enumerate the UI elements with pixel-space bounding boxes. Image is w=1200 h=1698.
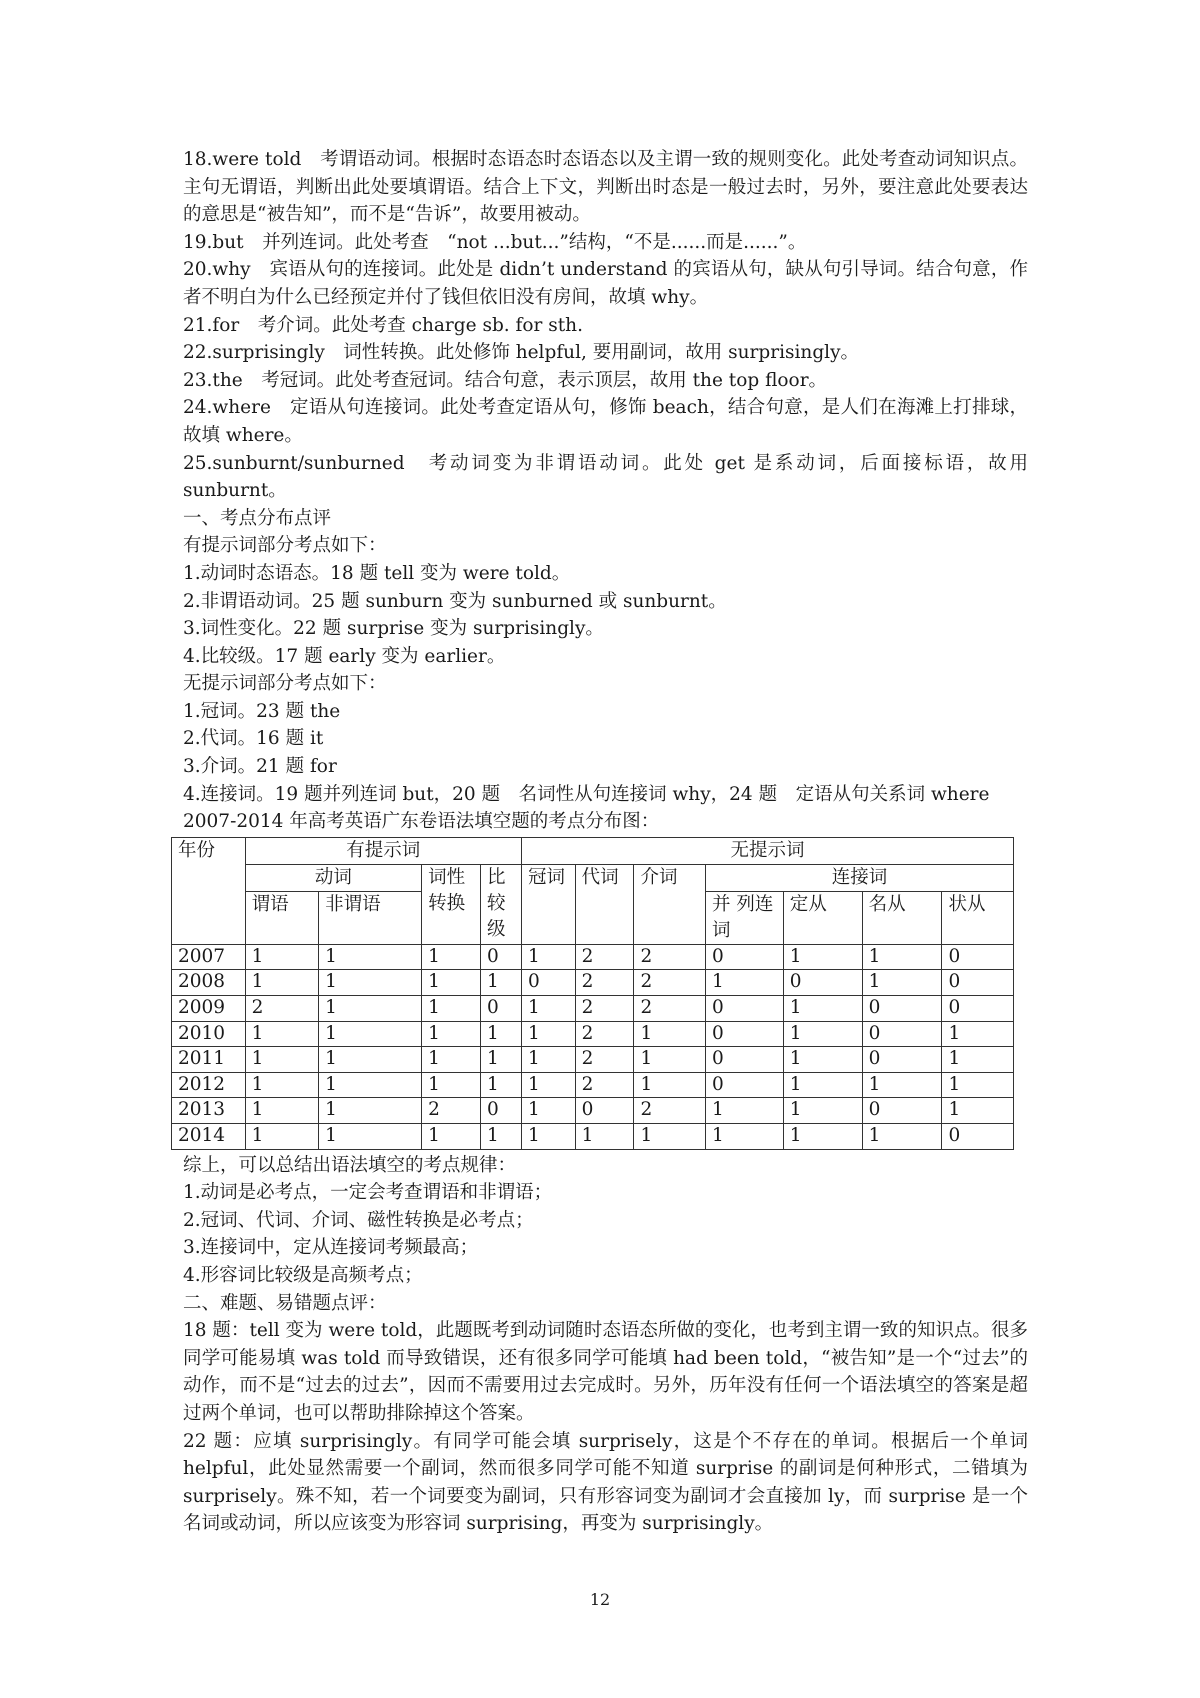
table-cell: 1	[245, 1072, 319, 1098]
table-cell: 0	[522, 970, 576, 996]
table-cell: 1	[522, 1021, 576, 1047]
table-row	[172, 996, 1014, 1022]
table-cell: 1	[481, 1021, 522, 1047]
table-cell: 2	[634, 944, 705, 970]
table-caption: 2007-2014 年高考英语广东卷语法填空题的考点分布图：	[183, 811, 660, 833]
nohint-item: 4.连接词。19 题并列连词 but，20 题 名词性从句连接词 why，24 题 定语从句关系词 where	[183, 783, 990, 805]
header-attributive-clause: 定从	[783, 891, 862, 944]
header-verb: 动词	[245, 864, 422, 891]
table-cell: 1	[862, 1072, 942, 1098]
table-cell: 1	[942, 1047, 1014, 1073]
table-cell: 1	[245, 1098, 319, 1124]
table-cell: 1	[422, 944, 481, 970]
nohint-heading: 无提示词部分考点如下：	[183, 673, 387, 695]
table-cell: 1	[522, 1072, 576, 1098]
table-cell: 1	[481, 1124, 522, 1150]
document-body	[178, 146, 1028, 1538]
header-preposition: 介词	[634, 864, 705, 944]
table-cell: 1	[522, 1047, 576, 1073]
table-cell: 1	[522, 996, 576, 1022]
table-cell-year: 2008	[172, 970, 246, 996]
answer-23: 23.the 考冠词。此处考查冠词。结合句意，表示顶层，故用 the top floor。	[183, 369, 828, 391]
table-cell: 1	[522, 1124, 576, 1150]
header-comparative: 比较级	[481, 864, 522, 944]
table-row	[172, 970, 1014, 996]
table-cell: 1	[862, 944, 942, 970]
answer-24: 24.where 定语从句连接词。此处考查定语从句，修饰 beach，结合句意，是人们在海滩上打排球，故填 where。	[183, 397, 1028, 446]
table-cell: 1	[634, 1047, 705, 1073]
summary-item: 3.连接词中，定从连接词考频最高；	[183, 1237, 479, 1259]
table-cell: 1	[634, 1021, 705, 1047]
table-cell: 1	[319, 1021, 422, 1047]
answer-19: 19.but 并列连词。此处考查 “not ...but...”结构，“不是......而是......”。	[183, 231, 807, 253]
hint-item: 4.比较级。17 题 early 变为 earlier。	[183, 645, 506, 667]
summary-item: 1.动词是必考点，一定会考查谓语和非谓语；	[183, 1182, 553, 1204]
table-cell: 1	[319, 944, 422, 970]
table-cell: 2	[575, 1072, 634, 1098]
table-cell: 2	[575, 1021, 634, 1047]
table-cell: 2	[422, 1098, 481, 1124]
table-cell: 2	[575, 996, 634, 1022]
section2-heading: 二、难题、易错题点评：	[183, 1292, 387, 1314]
table-cell: 0	[705, 1072, 783, 1098]
table-cell: 2	[575, 970, 634, 996]
table-cell: 0	[481, 1098, 522, 1124]
table-cell-year: 2014	[172, 1124, 246, 1150]
table-cell: 2	[245, 996, 319, 1022]
table-cell: 1	[245, 1124, 319, 1150]
header-conjunction: 连接词	[705, 864, 1013, 891]
table-row	[172, 1021, 1014, 1047]
table-cell: 1	[319, 1072, 422, 1098]
analysis-18: 18 题：tell 变为 were told，此题既考到动词随时态语态所做的变化，也考到主谓一致的知识点。很多同学可能易填 was told 而导致错误，还有很多同学可能填 had been told，“被告知”是一个“过去”的动作，而不是“过去的过去”，因而不需要用过去完成时。另外，历年没有任何一个语法填空的答案是超过两个单词，也可以帮助排除掉这个答案。	[183, 1320, 1028, 1424]
table-cell: 1	[319, 970, 422, 996]
table-cell: 0	[862, 1047, 942, 1073]
header-non-predicate: 非谓语	[319, 891, 422, 944]
table-cell: 1	[422, 996, 481, 1022]
table-cell: 1	[783, 944, 862, 970]
table-cell-year: 2012	[172, 1072, 246, 1098]
summary-heading: 综上，可以总结出语法填空的考点规律：	[183, 1154, 517, 1176]
table-cell: 2	[575, 944, 634, 970]
table-cell: 0	[481, 996, 522, 1022]
table-cell: 1	[942, 1021, 1014, 1047]
table-cell: 1	[705, 970, 783, 996]
table-cell: 1	[481, 970, 522, 996]
table-row	[172, 1047, 1014, 1073]
table-cell: 1	[634, 1072, 705, 1098]
answer-22: 22.surprisingly 词性转换。此处修饰 helpful, 要用副词，故用 surprisingly。	[183, 342, 860, 364]
table-cell: 1	[319, 1047, 422, 1073]
table-cell: 0	[942, 996, 1014, 1022]
table-cell: 2	[634, 970, 705, 996]
nohint-item: 2.代词。16 题 it	[183, 728, 324, 750]
table-cell: 1	[783, 1124, 862, 1150]
nohint-item: 3.介词。21 题 for	[183, 756, 337, 778]
table-cell: 1	[481, 1047, 522, 1073]
table-cell: 0	[942, 1124, 1014, 1150]
page-number: 12	[589, 1590, 611, 1609]
table-cell: 1	[319, 1124, 422, 1150]
answer-20: 20.why 宾语从句的连接词。此处是 didn’t understand 的宾语从句，缺从句引导词。结合句意，作者不明白为什么已经预定并付了钱但依旧没有房间，故填 why。	[183, 259, 1028, 308]
header-year: 年份	[172, 837, 246, 944]
hint-item: 3.词性变化。22 题 surprise 变为 surprisingly。	[183, 618, 604, 640]
table-cell: 0	[862, 1098, 942, 1124]
table-cell: 0	[705, 1021, 783, 1047]
answer-21: 21.for 考介词。此处考查 charge sb. for sth.	[183, 314, 583, 336]
table-cell: 2	[634, 1098, 705, 1124]
table-cell: 1	[783, 996, 862, 1022]
table-cell: 0	[862, 996, 942, 1022]
table-cell: 2	[634, 996, 705, 1022]
table-cell: 1	[319, 1098, 422, 1124]
header-pos-change: 词性转换	[422, 864, 481, 944]
table-cell: 1	[319, 996, 422, 1022]
table-cell: 1	[942, 1072, 1014, 1098]
table-cell: 1	[705, 1098, 783, 1124]
table-cell: 1	[422, 1072, 481, 1098]
table-cell: 0	[942, 970, 1014, 996]
analysis-22: 22 题：应填 surprisingly。有同学可能会填 surprisely，这是个不存在的单词。根据后一个单词 helpful，此处显然需要一个副词，然而很多同学可能不知道 surprise 的副词是何种形式，二错填为 surprisely。殊不知，若一个词要变为副词，只有形容词变为副词才会直接加 ly，而 surprise 是一个名词或动词，所以应该变为形容词 surprising，再变为 surprisingly。	[183, 1430, 1028, 1535]
table-row	[172, 1072, 1014, 1098]
table-cell: 1	[783, 1047, 862, 1073]
table-cell: 1	[575, 1124, 634, 1150]
table-cell: 1	[481, 1072, 522, 1098]
table-row	[172, 944, 1014, 970]
exam-points-table	[171, 837, 1014, 1150]
table-cell: 1	[783, 1021, 862, 1047]
table-cell: 1	[783, 1072, 862, 1098]
table-cell-year: 2010	[172, 1021, 246, 1047]
table-cell: 0	[705, 996, 783, 1022]
table-cell: 1	[522, 944, 576, 970]
header-with-hint: 有提示词	[245, 837, 521, 864]
table-cell: 1	[422, 1021, 481, 1047]
table-cell: 1	[862, 970, 942, 996]
header-pronoun: 代词	[575, 864, 634, 944]
table-cell: 0	[481, 944, 522, 970]
hint-item: 1.动词时态语态。18 题 tell 变为 were told。	[183, 562, 571, 584]
table-row	[172, 1098, 1014, 1124]
table-cell-year: 2013	[172, 1098, 246, 1124]
header-predicate: 谓语	[245, 891, 319, 944]
answer-25: 25.sunburnt/sunburned 考动词变为非谓语动词。此处 get 是系动词，后面接标语，故用 sunburnt。	[183, 452, 1028, 502]
header-noun-clause: 名从	[862, 891, 942, 944]
hint-item: 2.非谓语动词。25 题 sunburn 变为 sunburned 或 sunburnt。	[183, 590, 727, 612]
answer-18: 18.were told 考谓语动词。根据时态语态时态语态以及主谓一致的规则变化。此处考查动词知识点。主句无谓语，判断出此处要填谓语。结合上下文，判断出时态是一般过去时，另外，要注意此处要表达的意思是“被告知”，而不是“告诉”，故要用被动。	[183, 149, 1028, 226]
summary-item: 4.形容词比较级是高频考点；	[183, 1264, 423, 1286]
table-cell-year: 2011	[172, 1047, 246, 1073]
table-cell: 1	[942, 1098, 1014, 1124]
table-cell: 1	[783, 1098, 862, 1124]
header-coordinating: 并 列连词	[705, 891, 783, 944]
table-cell: 0	[705, 1047, 783, 1073]
table-cell: 1	[422, 1047, 481, 1073]
header-article: 冠词	[522, 864, 576, 944]
table-cell: 0	[862, 1021, 942, 1047]
summary-item: 2.冠词、代词、介词、磁性转换是必考点；	[183, 1209, 534, 1231]
header-without-hint: 无提示词	[522, 837, 1014, 864]
table-cell: 1	[245, 970, 319, 996]
table-cell: 2	[575, 1047, 634, 1073]
header-adverbial-clause: 状从	[942, 891, 1014, 944]
table-cell: 0	[942, 944, 1014, 970]
hint-heading: 有提示词部分考点如下：	[183, 535, 387, 557]
table-cell: 1	[245, 944, 319, 970]
table-cell: 1	[245, 1021, 319, 1047]
table-cell-year: 2009	[172, 996, 246, 1022]
table-cell: 0	[783, 970, 862, 996]
table-row	[172, 1124, 1014, 1150]
table-cell: 1	[245, 1047, 319, 1073]
section1-heading: 一、考点分布点评	[183, 507, 332, 529]
table-cell: 0	[705, 944, 783, 970]
table-cell: 1	[705, 1124, 783, 1150]
table-cell-year: 2007	[172, 944, 246, 970]
table-cell: 0	[575, 1098, 634, 1124]
table-cell: 1	[422, 1124, 481, 1150]
table-cell: 1	[862, 1124, 942, 1150]
nohint-item: 1.冠词。23 题 the	[183, 700, 341, 722]
table-cell: 1	[422, 970, 481, 996]
table-cell: 1	[634, 1124, 705, 1150]
table-cell: 1	[522, 1098, 576, 1124]
